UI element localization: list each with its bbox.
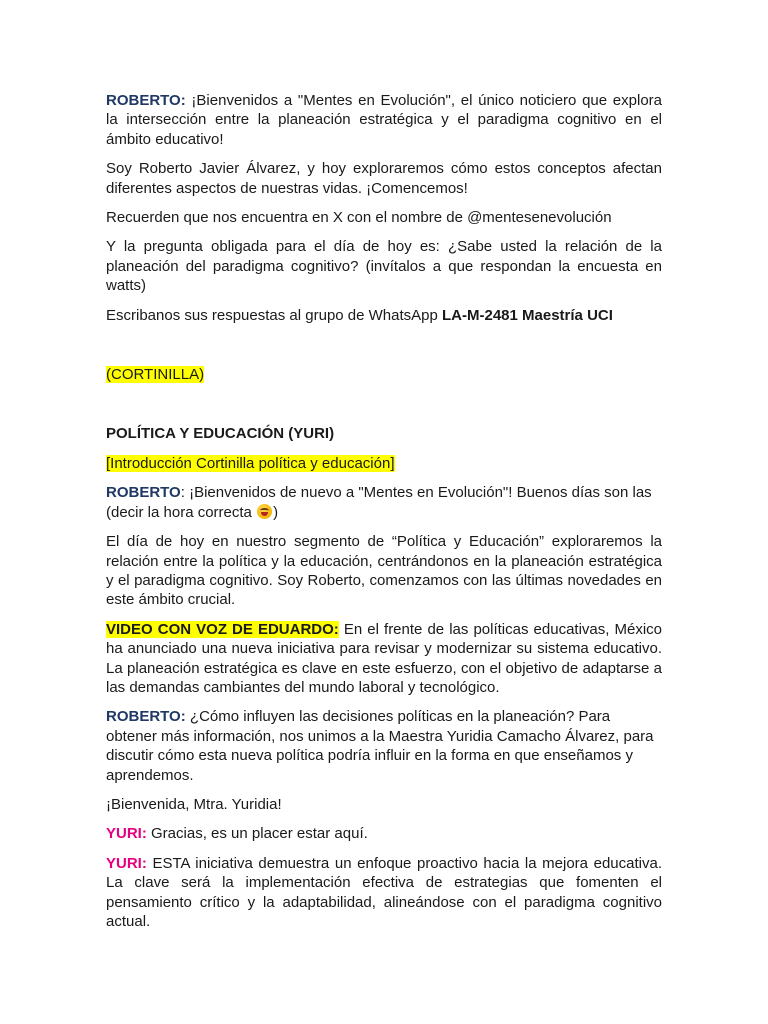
roberto-question-text: ¿Cómo influyen las decisiones políticas en la planeación? Para obtener más información, nos unimos a la Maestra Yuridia Camacho Álvarez, para discutir cómo esta nueva política podría influir en la forma en que enseñamos y aprendemos. — [106, 708, 654, 784]
video-paragraph — [106, 620, 662, 698]
roberto-question-paragraph — [106, 707, 662, 785]
intro-cue-highlight: [Introducción Cortinilla política y educación] — [106, 454, 395, 472]
intro-presentation-paragraph: Soy Roberto Javier Álvarez, y hoy exploraremos cómo estos conceptos afectan diferentes aspectos de nuestras vidas. ¡Comencemos! — [106, 160, 662, 197]
roberto-greeting-paragraph — [106, 483, 662, 522]
document-page — [106, 91, 662, 941]
speaker-yuri: YURI: — [106, 854, 147, 872]
yuri-answer-text: ESTA iniciativa demuestra un enfoque proactivo hacia la mejora educativa. La clave será la implementación efectiva de estrategias que fomenten el pensamiento crítico y la adaptabilidad, alineándose con el paradigma cognitivo actual. — [106, 854, 662, 930]
whatsapp-group-name: LA-M-2481 Maestría UCI — [442, 306, 613, 324]
intro-question-paragraph: Y la pregunta obligada para el día de hoy es: ¿Sabe usted la relación de la planeación del paradigma cognitivo? (invítalos a que respondan la encuesta en watts) — [106, 238, 662, 295]
segment-intro-cue — [106, 454, 662, 473]
welcome-yuri-paragraph: ¡Bienvenida, Mtra. Yuridia! — [106, 795, 282, 813]
yuri-thanks-paragraph — [106, 824, 662, 843]
speaker-roberto: ROBERTO — [106, 484, 181, 502]
rofl-emoji-icon — [257, 504, 272, 519]
cortinilla-highlight: (CORTINILLA) — [106, 366, 205, 384]
roberto-greeting-end: ) — [273, 503, 279, 521]
yuri-answer-paragraph — [106, 854, 662, 932]
segment-title: POLÍTICA Y EDUCACIÓN (YURI) — [106, 425, 335, 443]
segment-intro-paragraph: El día de hoy en nuestro segmento de “Política y Educación” exploraremos la relación entre la política y la educación, centrándonos en la planeación estratégica y el paradigma cognitivo. Soy Roberto, comenzamos con las últimas novedades en este ámbito crucial. — [106, 533, 662, 609]
video-label: VIDEO CON VOZ DE EDUARDO: — [106, 620, 339, 638]
speaker-yuri: YURI: — [106, 825, 147, 843]
yuri-thanks-text: Gracias, es un placer estar aquí. — [146, 825, 368, 843]
cortinilla-cue — [106, 365, 662, 384]
intro-social-paragraph: Recuerden que nos encuentra en X con el nombre de @mentesenevolución — [106, 209, 612, 227]
speaker-roberto: ROBERTO: — [106, 92, 186, 109]
intro-welcome-paragraph — [106, 91, 662, 149]
video-text: En el frente de las políticas educativas, México ha anunciado una nueva iniciativa para revisar y modernizar su sistema educativo. La planeación estratégica es clave en este esfuerzo, con el objetivo de adaptarse a las demandas cambiantes del mundo laboral y tecnológico. — [106, 620, 663, 696]
roberto-greeting-text: : ¡Bienvenidos de nuevo a "Mentes en Evolución"! Buenos días son las (decir la hora correcta — [106, 484, 652, 521]
whatsapp-text: Escribanos sus respuestas al grupo de WhatsApp — [106, 306, 443, 324]
speaker-roberto: ROBERTO: — [106, 708, 186, 726]
intro-welcome-text: ¡Bienvenidos a "Mentes en Evolución", el único noticiero que explora la intersección entre la planeación estratégica y el paradigma cognitivo en el ámbito educativo! — [106, 92, 662, 148]
intro-whatsapp-paragraph — [106, 306, 662, 325]
